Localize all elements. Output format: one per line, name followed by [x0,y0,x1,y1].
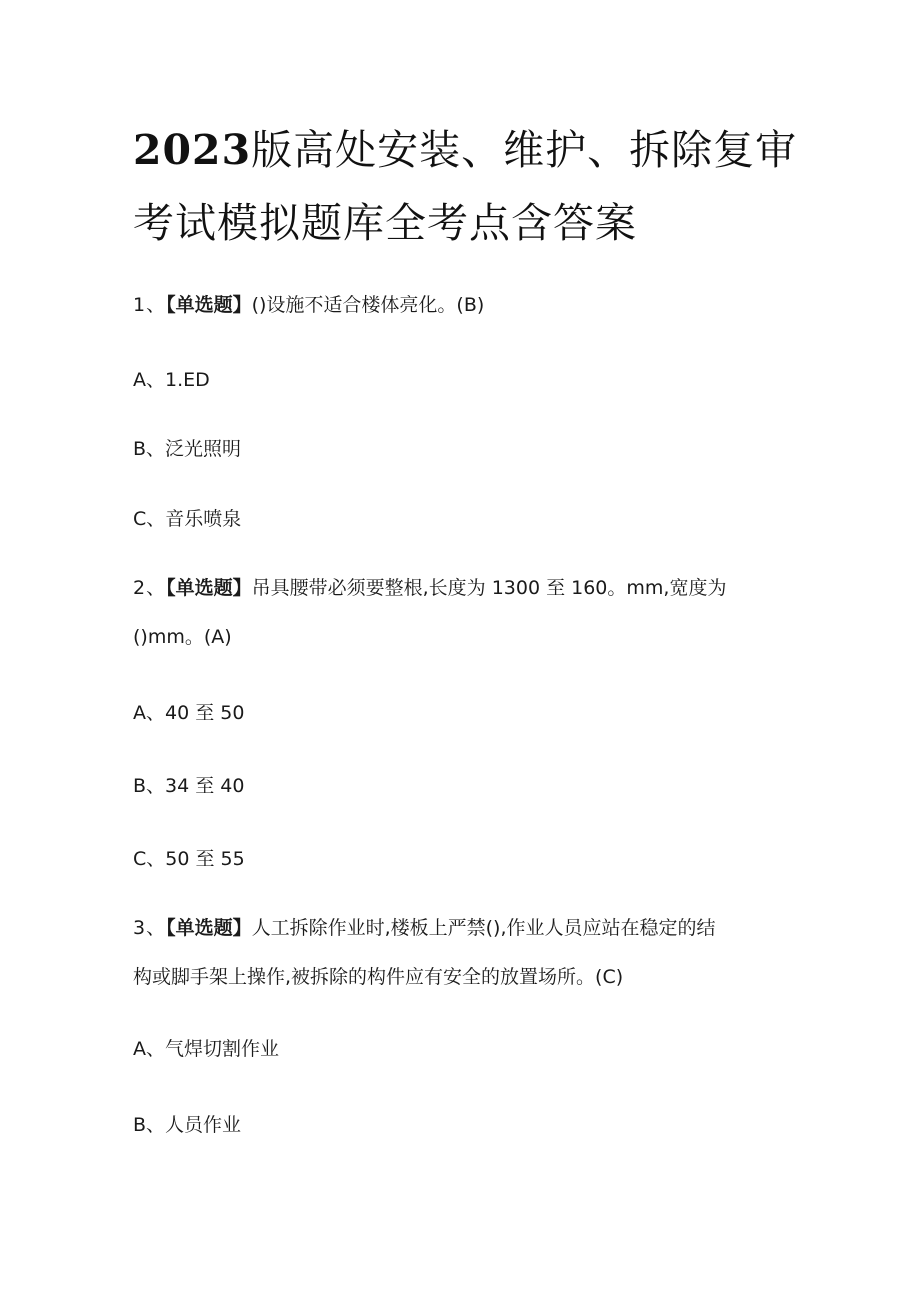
question-3 [133,914,716,942]
option-letter: C、 [133,848,166,870]
title-line-1-text: 版高处安装、维护、拆除复审 [251,126,798,174]
option-a [133,366,210,394]
option-letter: C、 [133,508,166,530]
option-text: 40 至 50 [165,702,245,724]
question-number: 3、 [133,917,167,939]
question-3-continued: 构或脚手架上操作,被拆除的构件应有安全的放置场所。(C) [133,966,624,988]
option-letter: B、 [133,438,166,460]
question-text: 吊具腰带必须要整根,长度为 1300 至 160。mm,宽度为 [251,577,727,599]
option-text: 气焊切割作业 [165,1038,280,1060]
option-b [133,1111,241,1139]
option-b [133,772,244,800]
option-text: 34 至 40 [165,775,245,797]
option-text: 泛光照明 [165,438,242,460]
document-title-line-1 [133,124,797,176]
question-type-tag: 【单选题】 [166,294,252,316]
option-letter: A、 [133,1038,165,1060]
question-2 [133,574,726,602]
option-c [133,505,241,533]
question-type-tag: 【单选题】 [166,917,252,939]
question-number: 2、 [133,577,167,599]
question-text: 人工拆除作业时,楼板上严禁(),作业人员应站在稳定的结 [251,917,716,939]
option-letter: B、 [133,775,166,797]
question-1 [133,291,484,319]
question-number: 1、 [133,294,167,316]
option-b [133,435,241,463]
option-a [133,699,244,727]
title-year: 2023 [133,126,252,174]
option-letter: A、 [133,369,165,391]
option-c [133,845,245,873]
option-text: 音乐喷泉 [165,508,242,530]
option-letter: B、 [133,1114,166,1136]
question-2-continued: ()mm。(A) [133,626,232,648]
option-letter: A、 [133,702,165,724]
question-text: ()设施不适合楼体亮化。(B) [251,294,485,316]
document-title-line-2: 考试模拟题库全考点含答案 [133,199,637,247]
option-text: 50 至 55 [165,848,245,870]
option-text: 人员作业 [165,1114,242,1136]
option-a [133,1035,279,1063]
option-text: 1.ED [165,369,210,391]
question-type-tag: 【单选题】 [166,577,252,599]
